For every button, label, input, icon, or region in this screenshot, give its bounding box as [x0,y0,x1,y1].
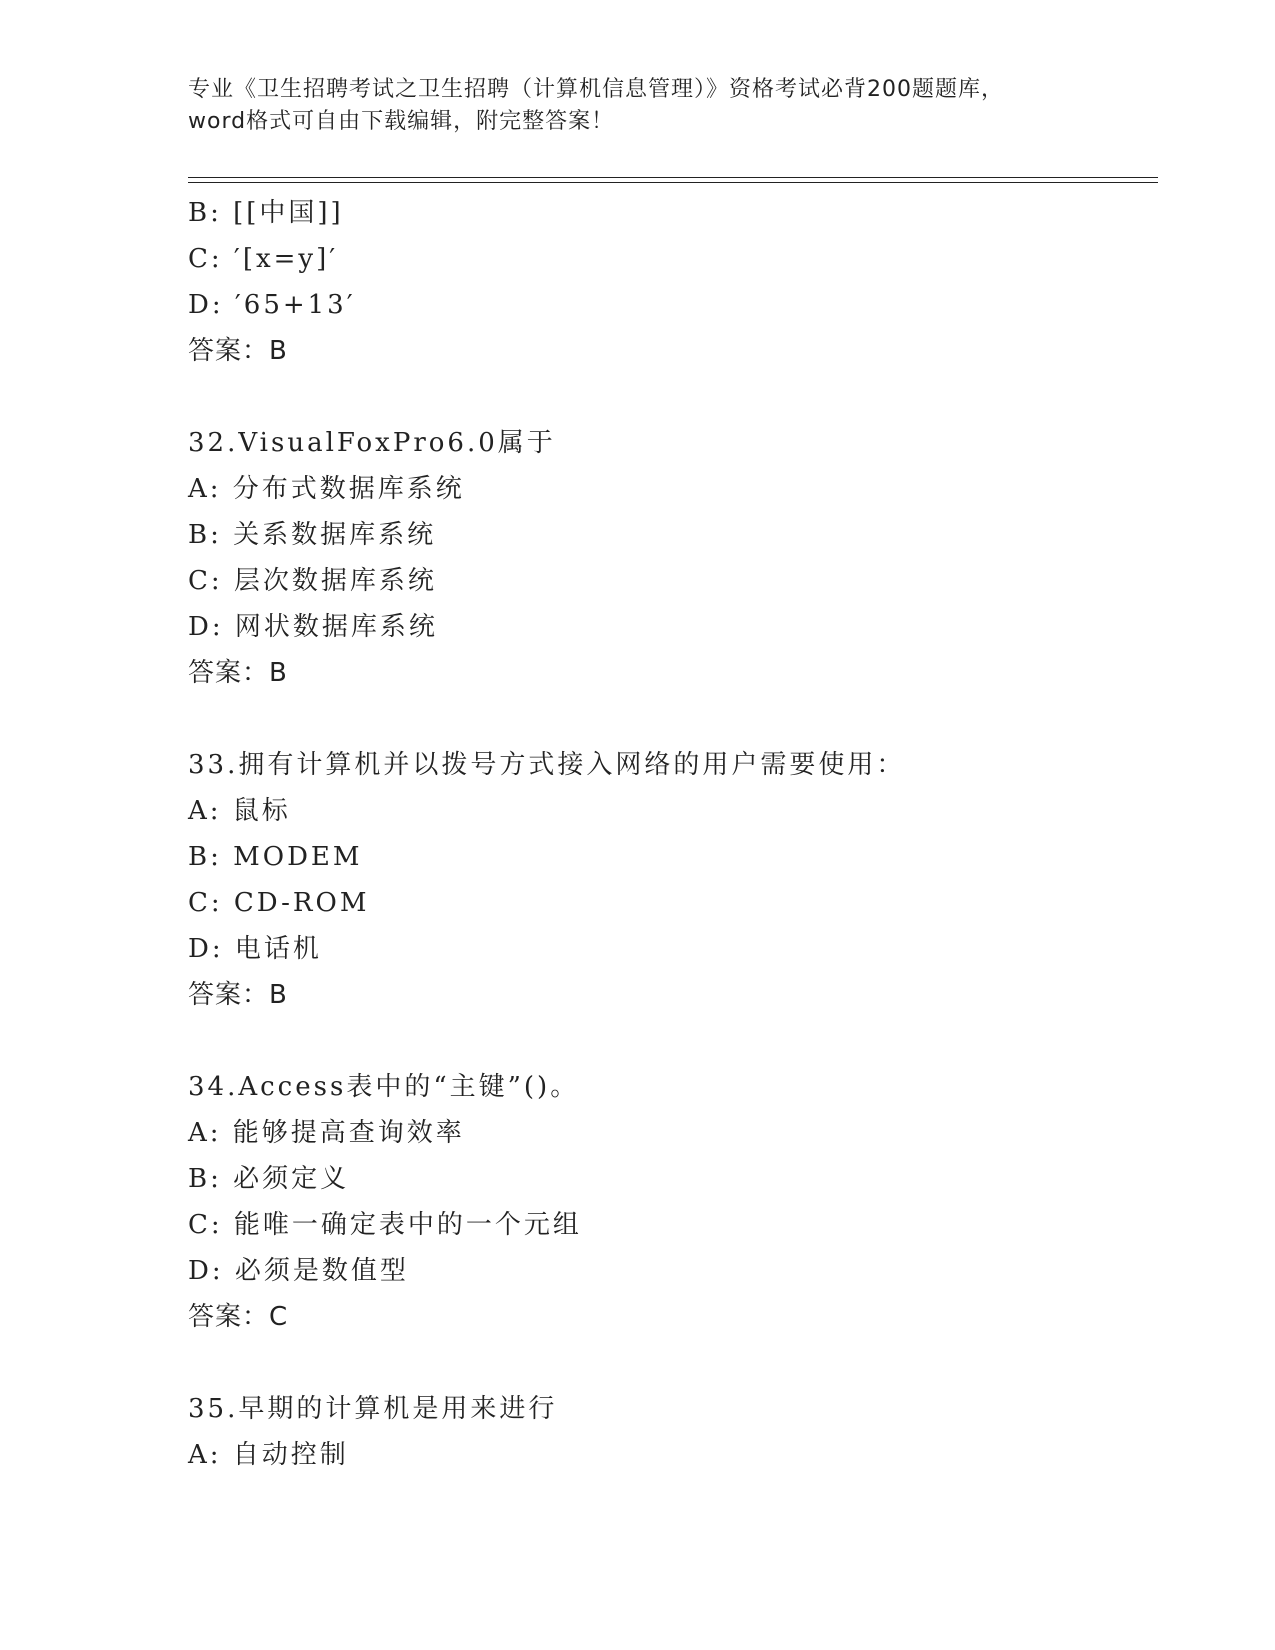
header-line-2: word格式可自由下载编辑，附完整答案！ [188,109,615,134]
option-a: A: 能够提高查询效率 [188,1118,465,1148]
spacer [188,374,1148,420]
answer-line: 答案：B [188,658,288,688]
option-d: D: 电话机 [188,934,322,964]
spacer [188,696,1148,742]
answer-line: 答案：B [188,980,288,1010]
question-list [188,190,1148,1478]
option-c: C: ′[x=y]′ [188,244,339,274]
question-stem: 35.早期的计算机是用来进行 [188,1394,558,1424]
question-stem: 32.VisualFoxPro6.0属于 [188,428,556,458]
question-33 [188,742,1148,1018]
question-31-continuation [188,190,1148,374]
question-stem: 34.Access表中的“主键”()。 [188,1072,580,1102]
question-35 [188,1386,1148,1478]
option-b: B: 关系数据库系统 [188,520,437,550]
option-d: D: 必须是数值型 [188,1256,409,1286]
header-line-1: 专业《卫生招聘考试之卫生招聘（计算机信息管理）》资格考试必背200题题库， [188,77,1004,102]
option-b: B: MODEM [188,842,363,872]
option-c: C: CD-ROM [188,888,370,918]
document-header [188,74,1148,138]
option-a: A: 自动控制 [188,1440,349,1470]
option-a: A: 分布式数据库系统 [188,474,465,504]
answer-line: 答案：C [188,1302,289,1332]
option-c: C: 能唯一确定表中的一个元组 [188,1210,582,1240]
question-34 [188,1064,1148,1340]
option-d: D: ′65+13′ [188,290,356,320]
question-stem: 33.拥有计算机并以拨号方式接入网络的用户需要使用： [188,750,906,780]
question-32 [188,420,1148,696]
answer-line: 答案：B [188,336,288,366]
option-a: A: 鼠标 [188,796,291,826]
option-c: C: 层次数据库系统 [188,566,437,596]
header-divider-top [188,177,1158,178]
spacer [188,1340,1148,1386]
option-d: D: 网状数据库系统 [188,612,438,642]
spacer [188,1018,1148,1064]
header-divider-bottom [188,182,1158,183]
option-b: B: [[中国]] [188,198,344,228]
option-b: B: 必须定义 [188,1164,350,1194]
